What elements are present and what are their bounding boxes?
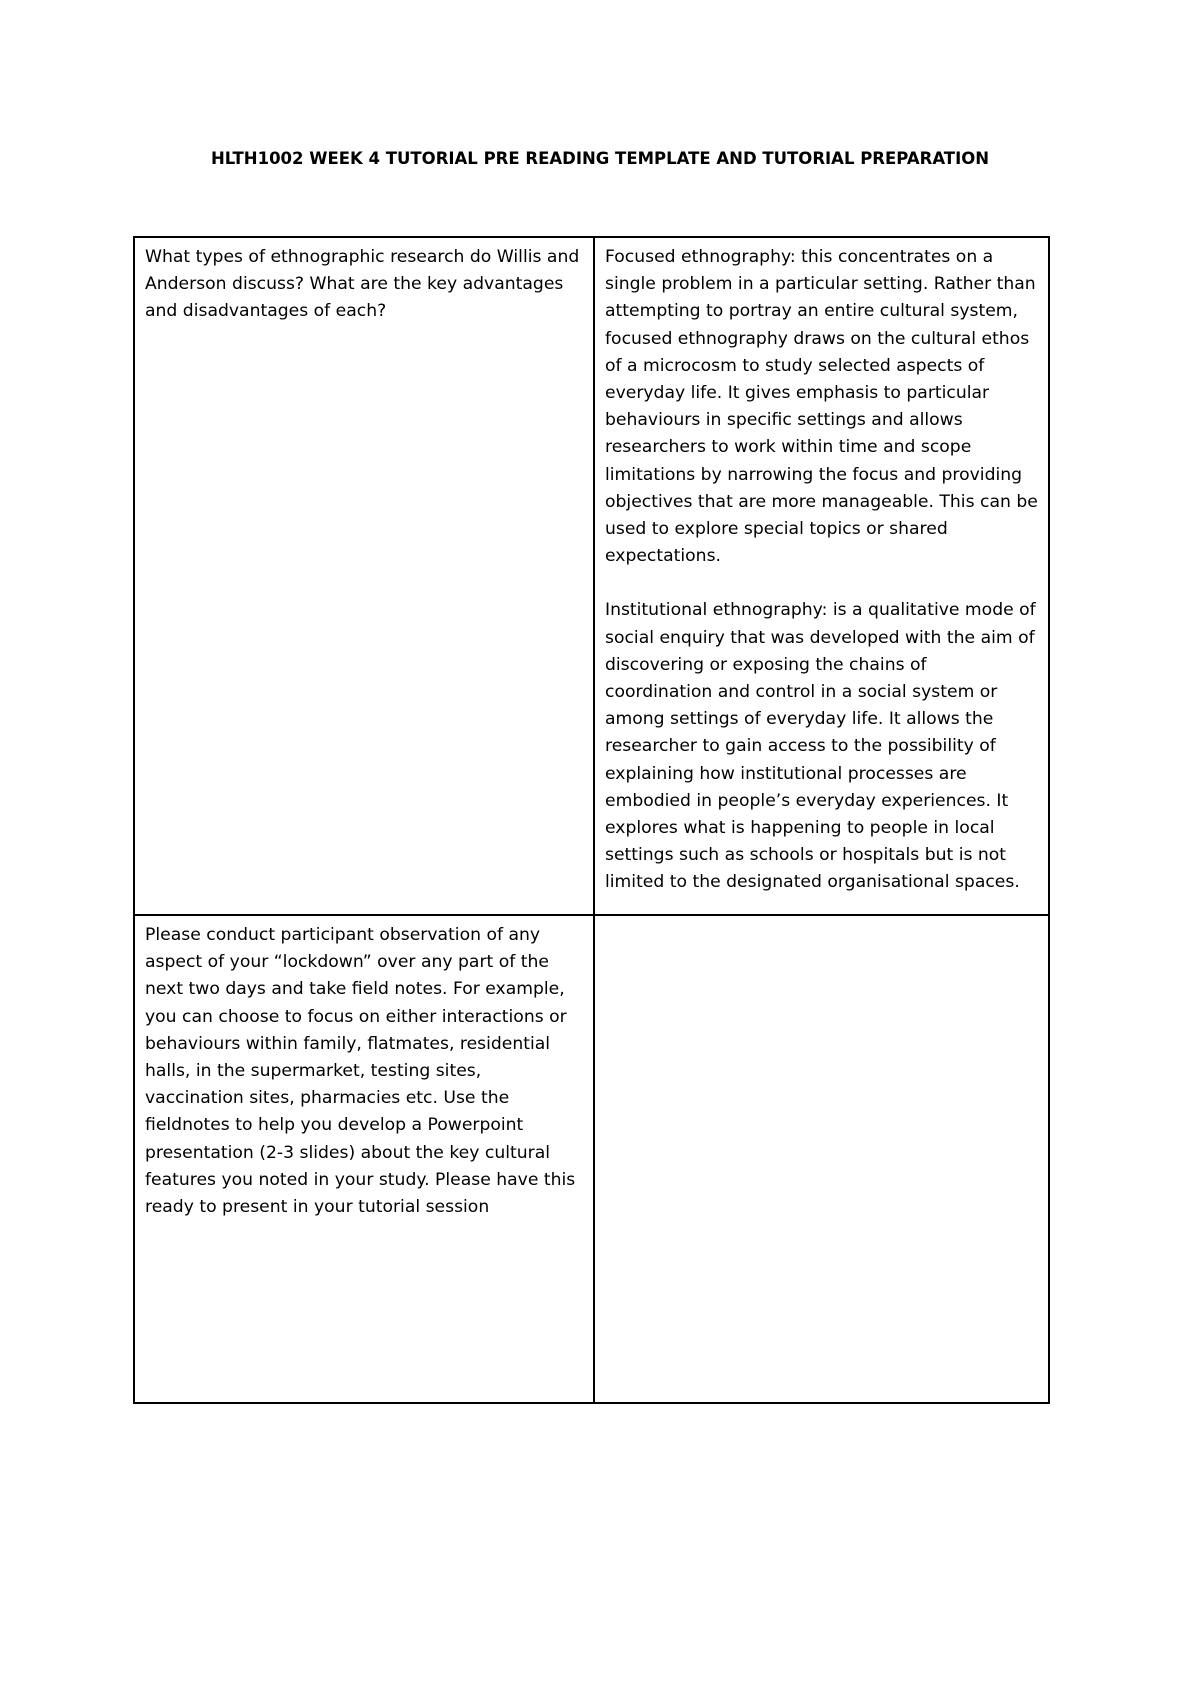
table-row: [134, 915, 1049, 1403]
question-text: What types of ethnographic research do Willis and Anderson discuss? What are the key advantages and disadvantages of each?: [145, 247, 580, 322]
document-title: HLTH1002 WEEK 4 TUTORIAL PRE READING TEMPLATE AND TUTORIAL PREPARATION: [210, 149, 990, 168]
tutorial-table: [133, 236, 1050, 1404]
question-cell: [134, 915, 594, 1403]
question-text: Please conduct participant observation of any aspect of your “lockdown” over any part of the next two days and take field notes. For example, you can choose to focus on either interactions or behaviours within family, flatmates, residential halls, in the supermarket, testing sites, vaccination sites, pharmacies etc. Use the fieldnotes to help you develop a Powerpoint presentation (2-3 slides) about the key cultural features you noted in your study. Please have this ready to present in your tutorial session: [145, 925, 576, 1218]
answer-cell: [594, 237, 1049, 915]
table-row: [134, 237, 1049, 915]
answer-paragraph-focused-ethnography: Focused ethnography: this concentrates on a single problem in a particular setting. Rather than attempting to portray an entire cultural system, focused ethnography draws on the cultural ethos of a microcosm to study selected aspects of everyday life. It gives emphasis to particular behaviours in specific settings and allows researchers to work within time and scope limitations by narrowing the focus and providing objectives that are more manageable. This can be used to explore special topics or shared expectations.: [605, 247, 1038, 567]
question-cell: [134, 237, 594, 915]
answer-cell-empty: [594, 915, 1049, 1403]
answer-paragraph-institutional-ethnography: Institutional ethnography: is a qualitative mode of social enquiry that was developed with the aim of discovering or exposing the chains of coordination and control in a social system or among settings of everyday life. It allows the researcher to gain access to the possibility of explaining how institutional processes are embodied in people’s everyday experiences. It explores what is happening to people in local settings such as schools or hospitals but is not limited to the designated organisational spaces.: [605, 600, 1036, 893]
